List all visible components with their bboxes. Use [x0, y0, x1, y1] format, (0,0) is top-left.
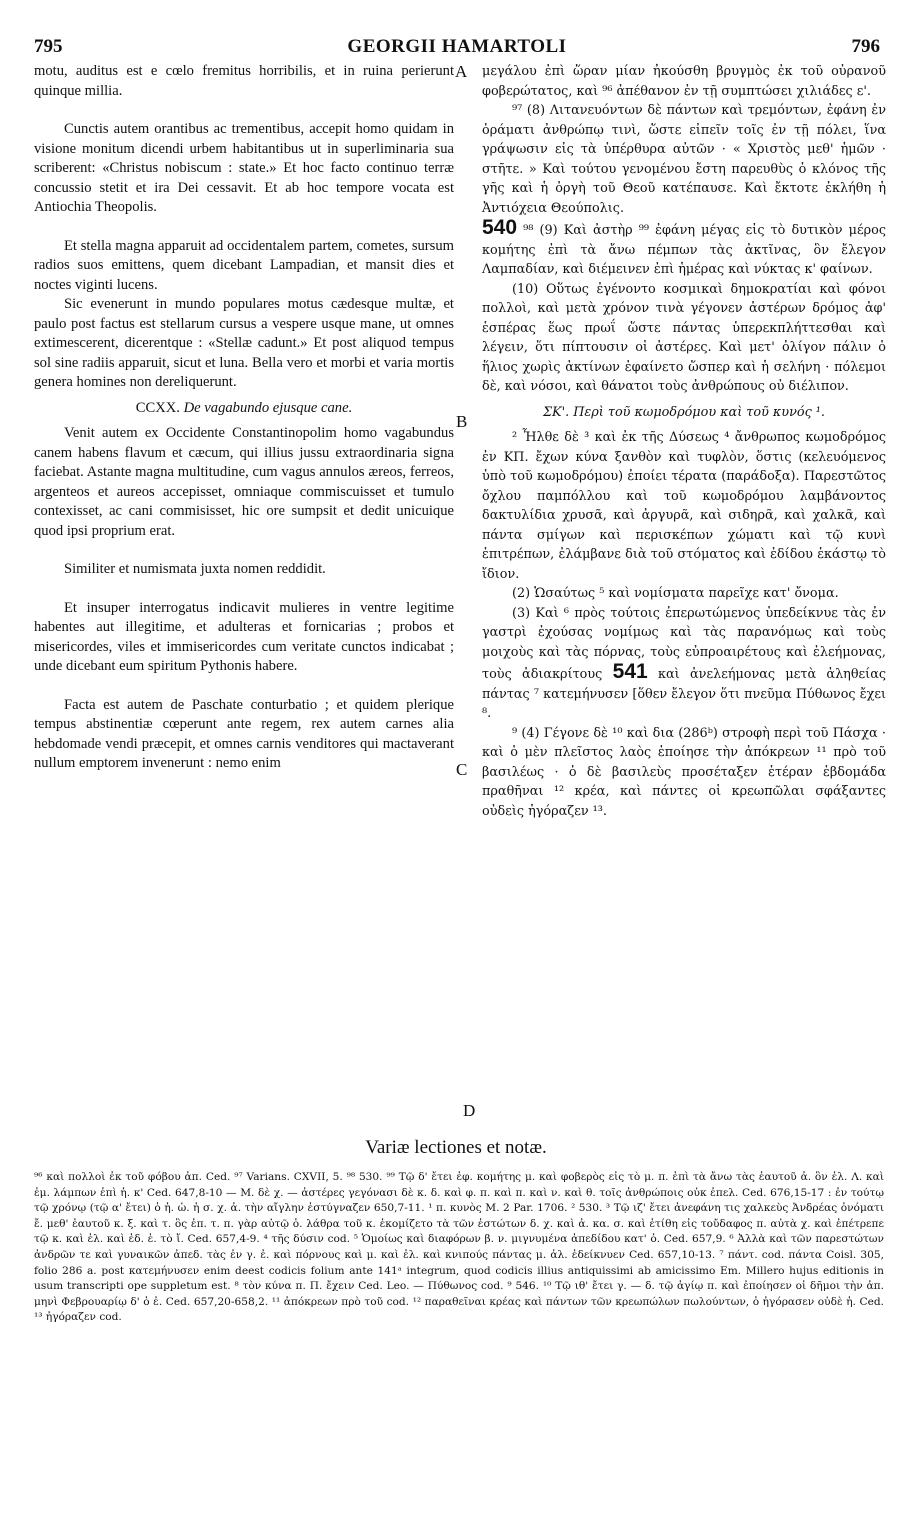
- margin-letter-c: C: [456, 760, 468, 779]
- greek-paragraph: [482, 604, 886, 724]
- latin-chapter-heading: [34, 399, 454, 419]
- latin-paragraph: Venit autem ex Occidente Constantinopolim homo vagabundus canem habens flavum et cæcum, qui illius jussu extraordinaria signa faciebat. Astante magna multitudine, cum vagus annulos æreos, ferreos, argenteos et aureos accepisset, omniaque commiscuisset et tumulo contexisset, ac cani commisisset, hic ore sumpsit et dedit unicuique quod ipsi proprium erat.: [34, 425, 454, 539]
- margin-letter-a: A: [455, 62, 468, 81]
- critical-apparatus: [34, 1170, 884, 1326]
- latin-paragraph: Sic evenerunt in mundo populares motus cædesque multæ, et paulo post factus est stellarum cursus a vespere usque mane, ut omnes extimescerent, dicerentque : «Stellæ cadunt.» Et post aliquod tempus sol sine radiis apparuit, sicut et luna. Bella vero et morbi et varia mortis genera homines non dereliquerunt.: [34, 296, 454, 390]
- notes-text: ⁹⁶ καὶ πολλοὶ ἐκ τοῦ φόβου ἀπ. Ced. ⁹⁷ Varians. CXVII, 5. ⁹⁸ 530. ⁹⁹ Τῷ δ' ἔτει ἐφ. κομήτης μ. καὶ φοβερὸς εἰς τὸ μ. π. ἐπὶ τὰ ἄνω τὰς ἑαυτοῦ ἀ. ὃν ἐλ. Λ. καὶ ἐμ. λάμπων ἐπὶ ἡ. κ' Ced. 647,8-10 — M. δὲ χ. — ἀστέρες γεγόνασι δὲ κ. δ. καὶ φ. π. καὶ π. καὶ ν. καὶ θ. τοῖς ἀνθρώποις οὐκ ἐπελ. Ced. 676,15-17 : ἐν τούτῳ τῷ χρόνῳ (τῷ α' ἔτει) ὁ ἡ. ὡ. ἡ σ. χ. ἀ. τὴν αἴγλην ἐστύγναζεν 650,7-11. ¹ π. κυνὸς M. 2 Par. 1706. ² 530. ³ Τῷ ιζ' ἔτει ἀνεφάνη τις χαλκεὺς Ἀνδρέας ὀνόματι ἔ. μεθ' ἑαυτοῦ κ. ξ. καὶ τ. ὃς ἐπ. τ. π. γὰρ αὐτῷ ὁ. λάθρα τοῦ κ. ἐκομίζετο τὰ τῶν ἑστώτων δ. χ. καὶ ἀ. κα. σ. καὶ ἐτίθη εἰς τοὔδαφος π. αὐτὰ χ. καὶ ἐπέτρεπε τῷ κ. καὶ ἐλ. καὶ ἐδ. ἑ. τὸ ἴ. Ced. 657,4-9. ⁴ τῆς δύσιν cod. ⁵ Ὁμοίως καὶ διαφόρων β. ν. μιγνυμένα ἀπεδίδου κατ' ὀ. Ced. 657,9. ⁶ Ἀλλὰ καὶ τῶν παρεστώτων ἀνδρῶν τε καὶ γυναικῶν ἀπεδ. τὰς ἐν γ. ἐ. καὶ πόρνους καὶ μ. καὶ ἐλ. καὶ κνιπούς πάντας μ. ἀλ. ἐδείκνυεν Ced. 657,10-13. ⁷ πάντ. cod. πάντα Coisl. 305, folio 286 a. post κατεμήνυσεν enim deest codicis folium ante 141ᵃ integrum, quod codicis illius antiquissimi ab amicissimo Em. Millero hujus editionis in usum transcripti ope suppletum est. ⁸ τὸν κύνα π. Π. ἔχειν Ced. Leo. — Πύθωνος cod. ⁹ 546. ¹⁰ Τῷ ιθ' ἔτει γ. — δ. τῷ ἁγίῳ π. καὶ ἐποίησεν οἱ δῆμοι τὴν ἀπ. μηνὶ Φεβρουαρίῳ δ' ὁ ἐ. Ced. 657,20-658,2. ¹¹ ἀπόκρεων πρὸ τοῦ cod. ¹² παραθεῖναι κρέας καὶ πάντων τῶν κρεωπώλων πωλούντων, ὁ ἠγόρασεν οὐδὲ ἡ. Ced. ¹³ ἠγόραζεν cod.: [34, 1171, 884, 1324]
- page-number-left: 795: [34, 36, 63, 57]
- page-number-right: 796: [851, 36, 880, 57]
- edition-page-marker: 540: [482, 216, 518, 239]
- margin-letter-d: D: [463, 1101, 476, 1120]
- latin-paragraph: Cunctis autem orantibus ac trementibus, accepit homo quidam in visione monitum dicendi urbem habitantibus ut in superliminaria sua scriberent: «Christus nobiscum : state.» Et hoc facto continuo terræ concussio stetit et ira Dei cessavit. Et ab hoc tempore vocata est Antiochia Theopolis.: [34, 121, 454, 215]
- latin-paragraph: Et insuper interrogatus indicavit mulieres in ventre legitime habentes aut illegitime, et adulteras et fornicarias ; probos et misericordes, viles et immisericordes cum veritate cunctos indicabat ; unde dicebant eum spiritum Pythonis habere.: [34, 599, 454, 674]
- latin-chapter-title: De vagabundo ejusque cane.: [183, 399, 353, 416]
- latin-paragraph: motu, auditus est e cœlo fremitus horribilis, et in ruina perierunt quinque millia.: [34, 63, 454, 99]
- greek-paragraph: (10) Οὕτως ἐγένοντο κοσμικαὶ δημοκρατίαι καὶ φόνοι πολλοὶ, καὶ μετὰ χρόνον τινὰ γέγονεν ἀστέρων δρόμος ἀφ' ἑσπέρας ἕως πρωΐ ὥστε πάντας ὑπερεκπλήττεσθαι καὶ λέγειν, ὅτι πίπτουσιν οἱ ἀστέρες. Καὶ μετ' ὀλίγον πάλιν ὁ ἥλιος χωρὶς ἀκτίνων ἐφαίνετο ὥσπερ καὶ ἡ σελήνη · πόλεμοι δὲ, καὶ νόσοι, καὶ θάνατοι τοὺς ἀνθρώπους οὐ διέλιπον.: [482, 281, 886, 394]
- greek-paragraph: μεγάλου ἐπὶ ὥραν μίαν ἠκούσθη βρυγμὸς ἐκ τοῦ οὐρανοῦ φοβερώτατος, καὶ ⁹⁶ ἀπέθανον ἐν τῇ συμπτώσει χιλιάδες ε'.: [482, 64, 886, 99]
- greek-paragraph: ⁹⁷ (8) Λιτανευόντων δὲ πάντων καὶ τρεμόντων, ἐφάνη ἐν ὁράματι ἀνθρώπῳ τινὶ, ὥστε εἰπεῖν τοῖς ἐν τῇ πόλει, ἵνα γράψωσιν εἰς τὰ ὑπέρθυρα αὐτῶν · « Χριστὸς μεθ' ἡμῶν · στῆτε. » Καὶ τούτου γενομένου ἔστη παρευθὺς ὁ κλόνος τῆς γῆς καὶ ἡ ὀργὴ τοῦ Θεοῦ κατέπαυσε. Καὶ ἔκτοτε ἐκλήθη ἡ Ἀντιόχεια Θεούπολις.: [482, 103, 886, 216]
- latin-paragraph: Et stella magna apparuit ad occidentalem partem, cometes, sursum radios suos emittens, quem dicebant Lampadian, et mansit dies et noctes viginti lucens.: [34, 237, 454, 293]
- greek-paragraph-text: ⁹⁸ (9) Καὶ ἀστὴρ ⁹⁹ ἐφάνη μέγας εἰς τὸ δυτικὸν μέρος κομήτης ἐπὶ τὰ ἄνω πέμπων τὰς ἀκτῖνας, ὃν ἔλεγον Λαμπαδίαν, καὶ διέμεινεν ἐπὶ ἡμέρας καὶ νύκτας κ' φαίνων.: [482, 223, 886, 277]
- latin-paragraph: Facta est autem de Paschate conturbatio ; et quidem plerique tempus abstinentiæ cœperunt ante regem, rex autem carnes alia hebdomade vendi præcepit, et omnes carnis venditores qui mactaverant nullum emptorem invenerunt : nemo enim: [34, 696, 454, 771]
- edition-page-marker: 541: [612, 660, 648, 683]
- greek-paragraph: ⁹ (4) Γέγονε δὲ ¹⁰ καὶ δια (286ᵇ) στροφὴ περὶ τοῦ Πάσχα · καὶ ὁ μὲν πλεῖστος λαὸς ἐποίησε τὴν ἀπόκρεων ¹¹ πρὸ τοῦ βασιλέως · ὁ δὲ βασιλεὺς προσέταξεν ἑτέραν ἑβδομάδα πραθῆναι ¹² κρέα, καὶ πάντες οἱ κρεωπῶλαι σφάξαντες οὐδεὶς ἠγόραζεν ¹³.: [482, 725, 886, 819]
- running-title: GEORGII HAMARTOLI: [347, 36, 567, 57]
- page-header: [34, 36, 880, 60]
- margin-letter-b: B: [456, 412, 468, 431]
- greek-column: [482, 62, 886, 821]
- greek-paragraph: (2) Ὡσαύτως ⁵ καὶ νομίσματα παρεῖχε κατ' ὄνομα.: [512, 586, 839, 601]
- notes-title: Variæ lectiones et notæ.: [365, 1137, 547, 1158]
- latin-paragraph: Similiter et numismata juxta nomen reddidit.: [64, 561, 326, 577]
- greek-chapter-heading: ΣΚ'. Περὶ τοῦ κωμοδρόμου καὶ τοῦ κυνός ¹.: [542, 404, 825, 420]
- greek-paragraph-text: (3) Καὶ ⁶ πρὸς τούτοις ἐπερωτώμενος ὑπεδείκνυε τὰς ἐν γαστρὶ ἐχούσας νομίμως καὶ τὰς παρανόμως καὶ τοὺς μοιχοὺς καὶ τὰς πόρνας, τοὺς εὐπροαιρέτους καὶ ἐλεήμονας, τοὺς ἀδιακρίτους: [482, 605, 886, 682]
- greek-paragraph: ² Ἦλθε δὲ ³ καὶ ἐκ τῆς Δύσεως ⁴ ἄνθρωπος κωμοδρόμος ἐν ΚΠ. ἔχων κύνα ξανθὸν καὶ τυφλὸν, ὅστις (κελευόμενος ὑπὸ τοῦ κωμοδρόμου) ἐποίει τέρατα (παράδοξα). Παρεστῶτος ὄχλου παμπόλλου καὶ τοῦ κωμοδρόμου λαμβάνοντος δακτυλίδια χρυσᾶ, καὶ ἀργυρᾶ, καὶ σιδηρᾶ, καὶ χαλκᾶ, καὶ πάντα σμίγων καὶ περισκέπων χώματι καὶ τῷ κυνὶ ἐπιτρέπων, ἐλάμβανε διὰ τοῦ στόματος καὶ ἐδίδου ἑκάστῳ τὸ ἴδιον.: [482, 430, 886, 582]
- latin-chapter-number: CCXX.: [135, 399, 180, 416]
- latin-column: [34, 62, 454, 774]
- greek-paragraph-text: καὶ ἀνελεήμονας μετὰ ἀληθείας πάντας ⁷ κατεμήνυσεν [ὅθεν ἔλεγον ὅτι πνεῦμα Πύθωνος ἔχει ⁸.: [482, 667, 887, 721]
- greek-paragraph: [482, 218, 886, 280]
